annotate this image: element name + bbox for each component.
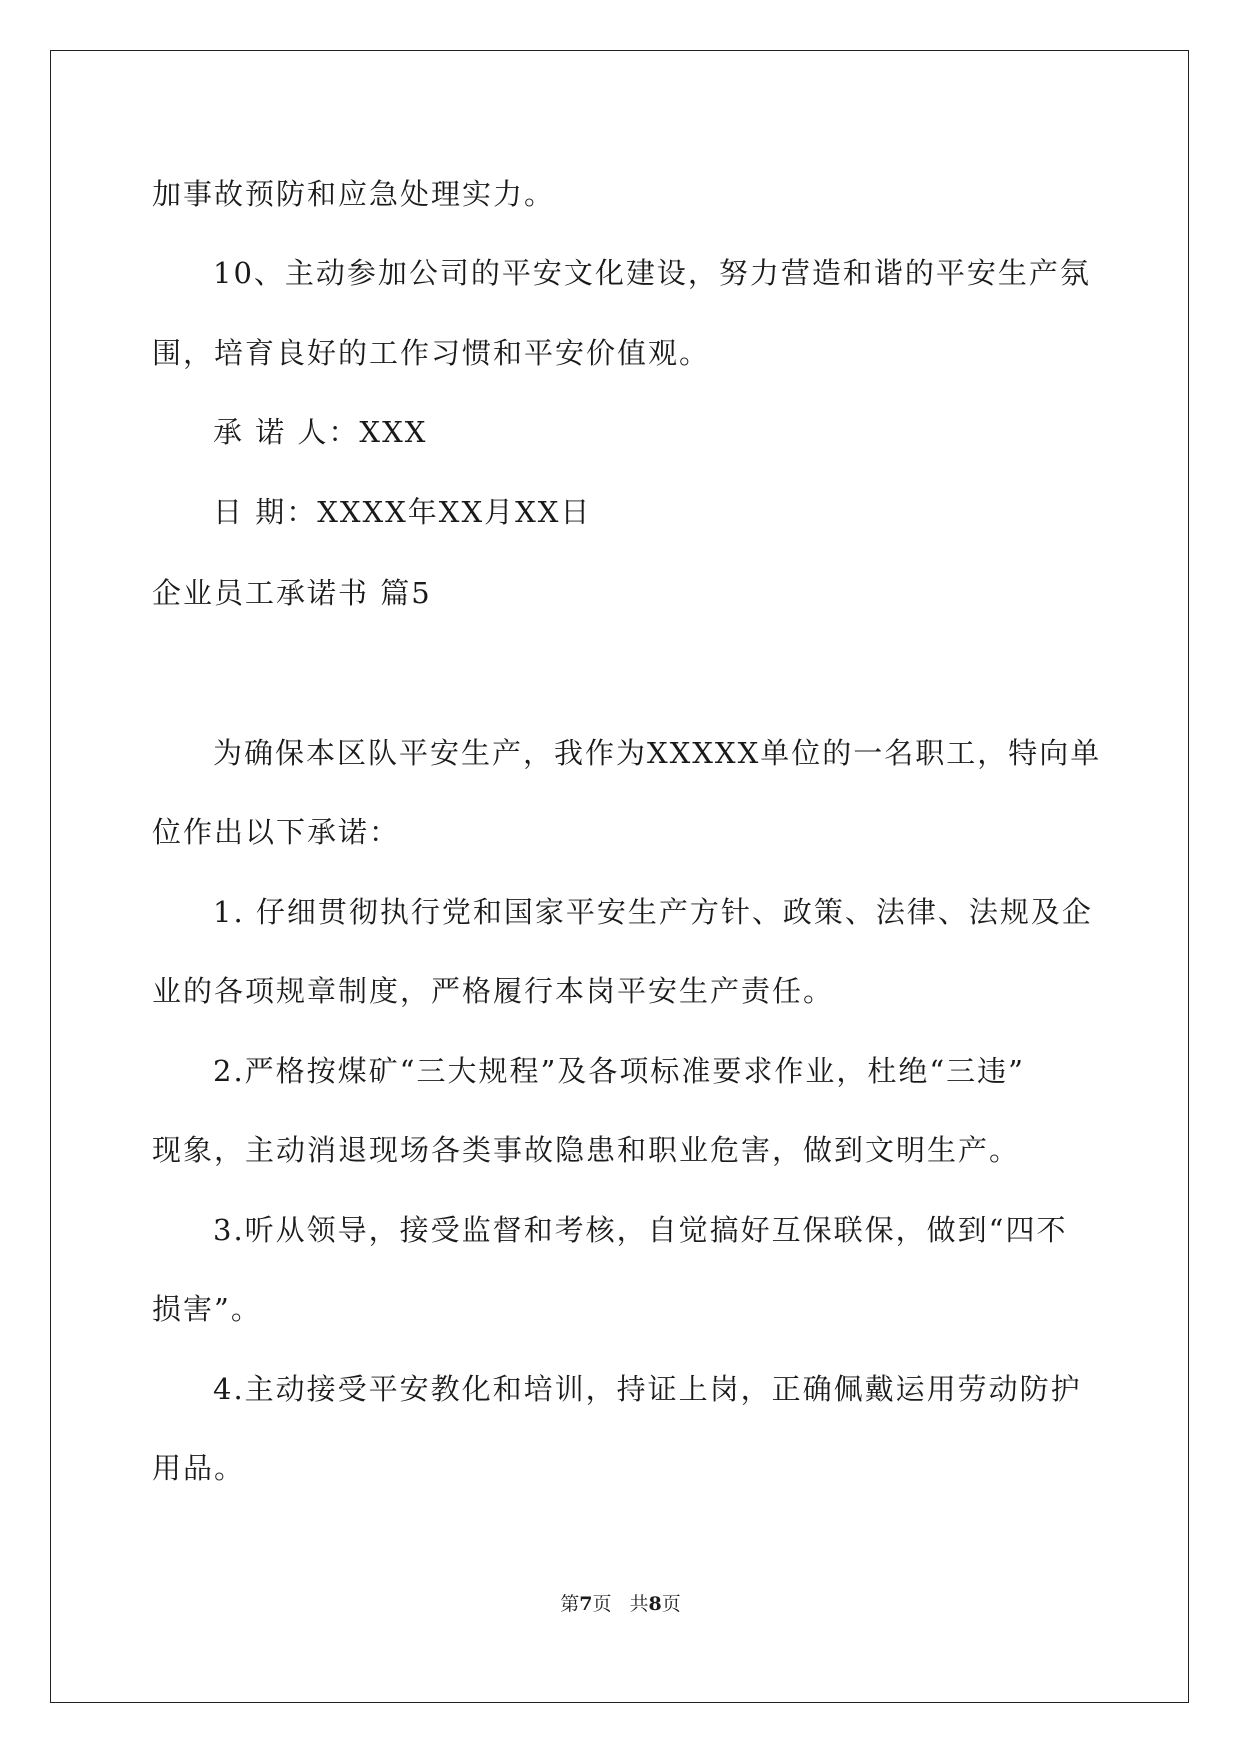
text-line: 10、主动参加公司的平安文化建设，努力营造和谐的平安生产氛 bbox=[213, 256, 1091, 290]
page-current: 7 bbox=[579, 1593, 593, 1615]
text-line: 用品。 bbox=[152, 1451, 246, 1485]
page-suffix: 页 bbox=[592, 1593, 612, 1615]
text-line: 4.主动接受平安教化和培训，持证上岗，正确佩戴运用劳动防护 bbox=[213, 1372, 1082, 1406]
text-line: 损害”。 bbox=[152, 1292, 262, 1326]
text-line: 位作出以下承诺： bbox=[152, 815, 401, 849]
signatory-line: 承 诺 人：XXX bbox=[213, 415, 428, 449]
total-prefix: 共 bbox=[629, 1593, 649, 1615]
text-line: 围，培育良好的工作习惯和平安价值观。 bbox=[152, 336, 711, 370]
text-line: 2.严格按煤矿“三大规程”及各项标准要求作业，杜绝“三违” bbox=[213, 1054, 1025, 1088]
page-prefix: 第 bbox=[560, 1593, 580, 1615]
text-line: 3.听从领导，接受监督和考核，自觉搞好互保联保，做到“四不 bbox=[213, 1213, 1068, 1247]
page-total: 8 bbox=[648, 1593, 662, 1615]
text-line: 加事故预防和应急处理实力。 bbox=[152, 177, 556, 211]
text-line: 业的各项规章制度，严格履行本岗平安生产责任。 bbox=[152, 974, 835, 1008]
text-line: 为确保本区队平安生产，我作为XXXXX单位的一名职工，特向单 bbox=[213, 736, 1102, 770]
total-suffix: 页 bbox=[661, 1593, 681, 1615]
page-footer bbox=[0, 1592, 1241, 1616]
text-line: 现象，主动消退现场各类事故隐患和职业危害，做到文明生产。 bbox=[152, 1133, 1021, 1167]
section-heading: 企业员工承诺书 篇5 bbox=[152, 576, 432, 610]
date-line: 日 期：XXXX年XX月XX日 bbox=[213, 495, 592, 529]
text-line: 1. 仔细贯彻执行党和国家平安生产方针、政策、法律、法规及企 bbox=[213, 895, 1093, 929]
